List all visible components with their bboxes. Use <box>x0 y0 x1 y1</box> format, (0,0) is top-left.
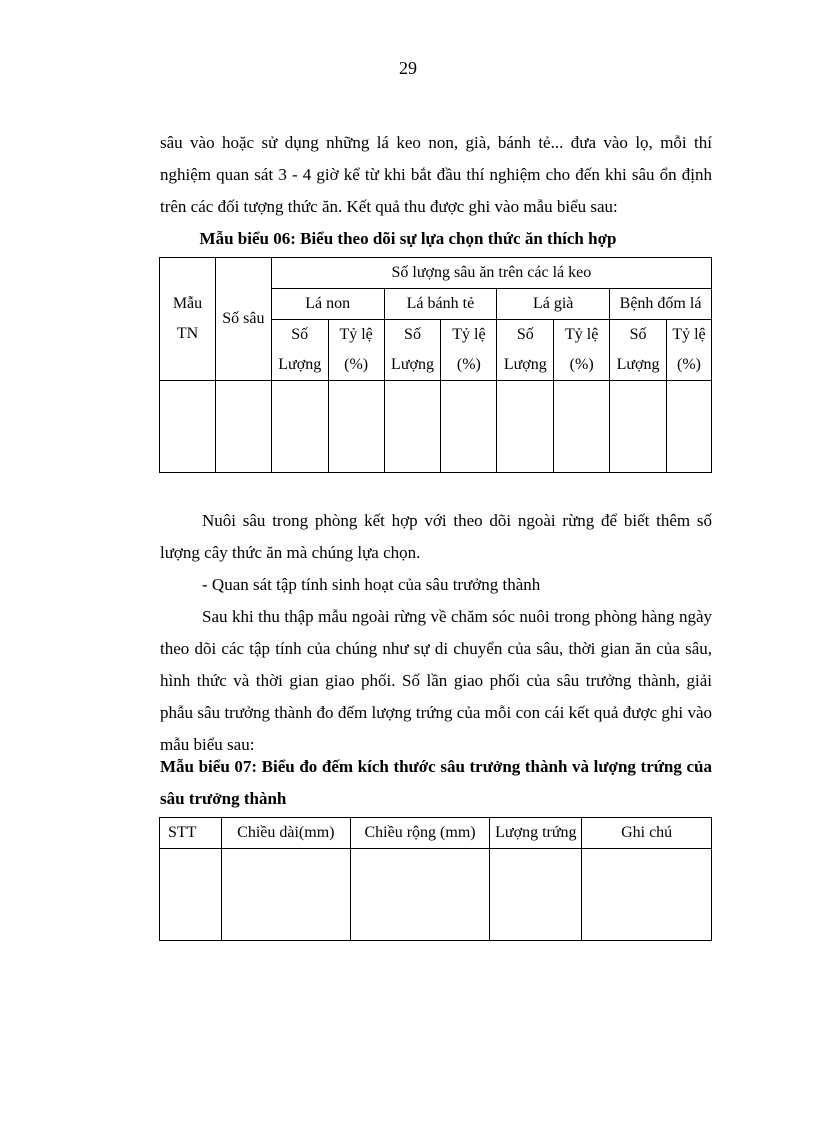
header-leaf-young: Lá non <box>271 289 384 320</box>
header-stt: STT <box>160 818 222 849</box>
table-row <box>160 849 712 941</box>
sub-ratio: Tỷ lệ (%) <box>554 320 610 381</box>
table-07-title: Mẫu biểu 07: Biểu đo đếm kích thước sâu trưởng thành và lượng trứng của sâu trưởng thành <box>160 757 712 808</box>
header-eggs: Lượng trứng <box>490 818 582 849</box>
sub-quantity: Số Lượng <box>610 320 667 381</box>
header-leaf-mid: Lá bánh tẻ <box>384 289 497 320</box>
page-number: 29 <box>399 58 417 78</box>
header-group: Số lượng sâu ăn trên các lá keo <box>271 258 711 289</box>
sub-quantity: Số Lượng <box>497 320 554 381</box>
table-row <box>160 381 712 473</box>
bullet-observe: - Quan sát tập tính sinh hoạt của sâu trưởng thành <box>202 575 541 594</box>
header-leaf-spot: Bệnh đốm lá <box>610 289 712 320</box>
header-length: Chiều dài(mm) <box>221 818 350 849</box>
header-count: Số sâu <box>215 258 271 381</box>
sub-quantity: Số Lượng <box>384 320 441 381</box>
header-notes: Ghi chú <box>582 818 712 849</box>
sub-ratio: Tỷ lệ (%) <box>328 320 384 381</box>
header-sample: Mẫu TN <box>160 258 216 381</box>
header-width: Chiều rộng (mm) <box>350 818 490 849</box>
paragraph-rearing: Nuôi sâu trong phòng kết hợp với theo dõi ngoài rừng để biết thêm số lượng cây thức ăn mà chúng lựa chọn. <box>160 511 712 562</box>
sub-ratio: Tỷ lệ (%) <box>667 320 712 381</box>
sub-ratio: Tỷ lệ (%) <box>441 320 497 381</box>
paragraph-method: Sau khi thu thập mẫu ngoài rừng về chăm sóc nuôi trong phòng hàng ngày theo dõi các tập tính của chúng như sự di chuyển của sâu, thời gian ăn của sâu, hình thức và thời gian giao phối. Số lần giao phối của sâu trưởng thành, giải phẫu sâu trưởng thành đo đếm lượng trứng của mỗi con cái kết quả được ghi vào mẫu biểu sau: <box>160 607 712 754</box>
sub-quantity: Số Lượng <box>271 320 328 381</box>
paragraph-intro: sâu vào hoặc sử dụng những lá keo non, già, bánh tẻ... đưa vào lọ, mỗi thí nghiệm quan sát 3 - 4 giờ kể từ khi bắt đầu thí nghiệm cho đến khi sâu ổn định trên các đối tượng thức ăn. Kết quả thu được ghi vào mẫu biểu sau: <box>160 133 712 216</box>
table-07 <box>159 817 712 941</box>
header-leaf-old: Lá già <box>497 289 610 320</box>
table-06 <box>159 257 712 473</box>
table-06-title: Mẫu biểu 06: Biểu theo dõi sự lựa chọn thức ăn thích hợp <box>199 229 617 248</box>
